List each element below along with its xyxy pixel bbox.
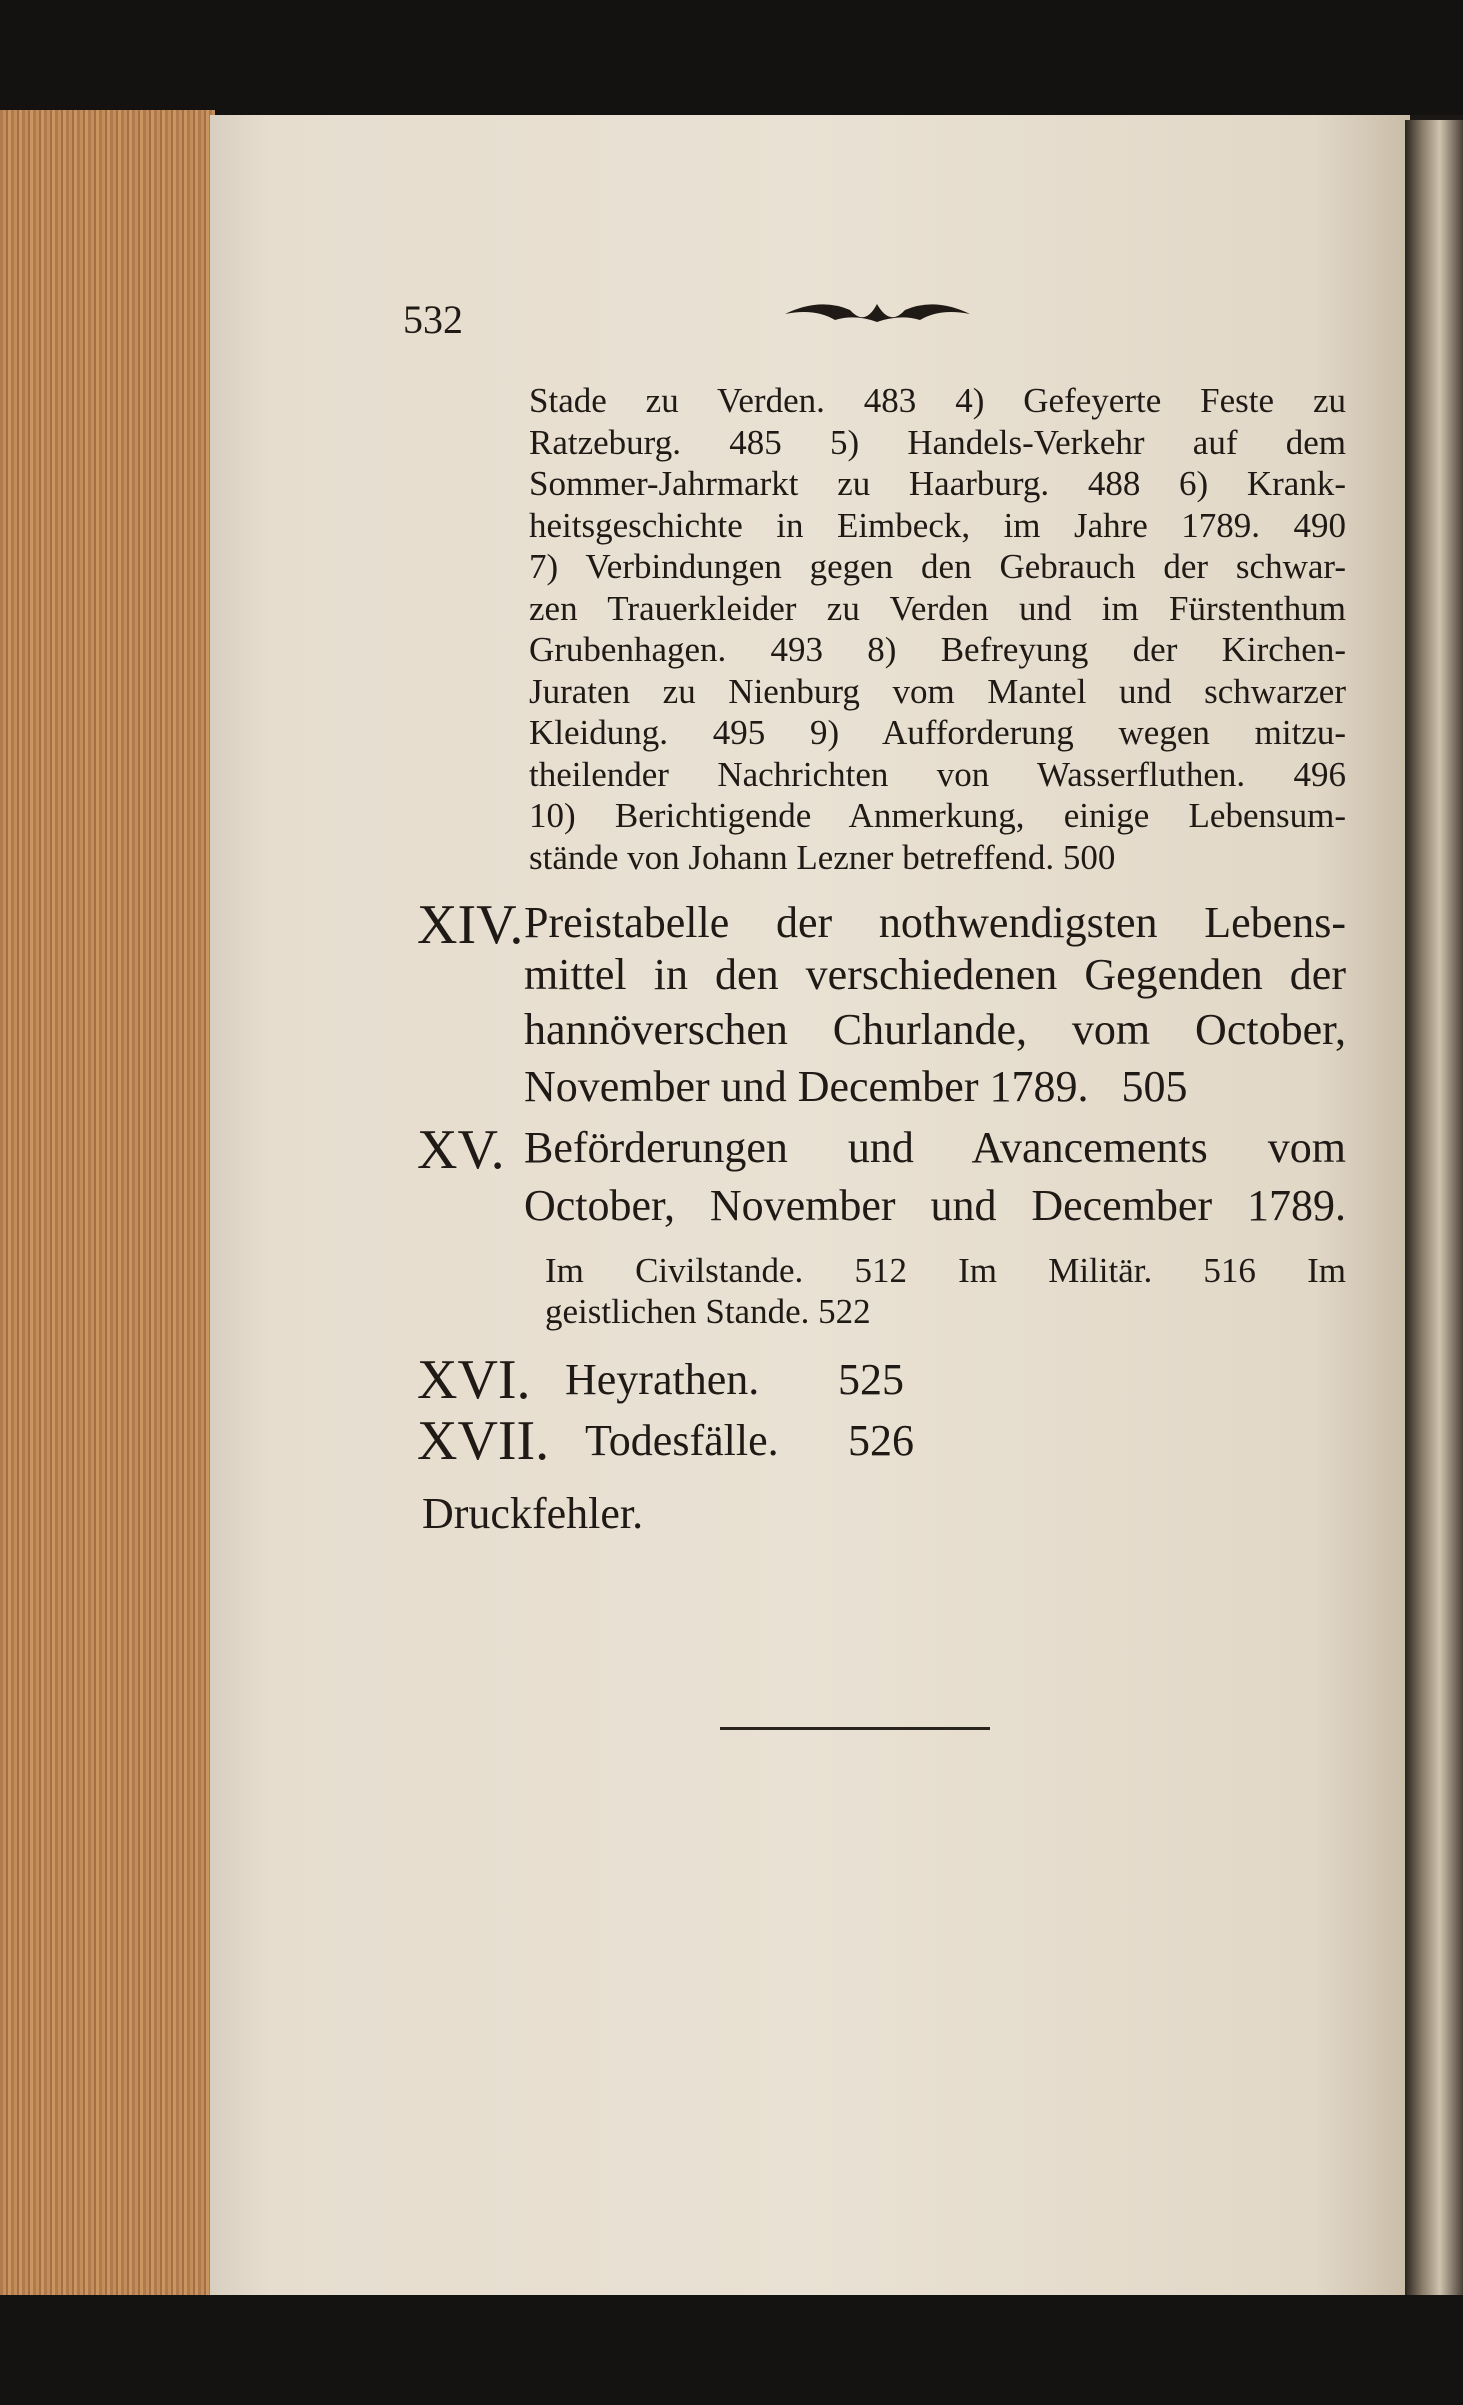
- body-line: Kleidung. 495 9) Aufforderung wegen mitzu-: [529, 713, 1346, 752]
- section-numeral: XV.: [417, 1119, 505, 1181]
- body-line: Ratzeburg. 485 5) Handels-Verkehr auf dem: [529, 423, 1346, 462]
- body-line: 10) Berichtigende Anmerkung, einige Lebensum-: [529, 796, 1346, 835]
- body-line: theilender Nachrichten von Wasserfluthen. 496: [529, 755, 1346, 794]
- page-number: 532: [403, 297, 463, 342]
- section-subline: geistlichen Stande. 522: [545, 1292, 871, 1331]
- section-line: Preistabelle der nothwendigsten Lebens-: [524, 898, 1346, 947]
- body-line: Sommer-Jahrmarkt zu Haarburg. 488 6) Krank-: [529, 464, 1346, 503]
- body-line: zen Trauerkleider zu Verden und im Fürstenthum: [529, 589, 1346, 628]
- scan-background-bottom: [0, 2295, 1463, 2405]
- end-rule: [720, 1727, 990, 1730]
- right-page-edge: [1405, 120, 1463, 2300]
- body-line: heitsgeschichte in Eimbeck, im Jahre 1789. 490: [529, 506, 1346, 545]
- body-line: Stade zu Verden. 483 4) Gefeyerte Feste zu: [529, 381, 1346, 420]
- section-numeral: XVII.: [417, 1410, 550, 1472]
- section-line: mittel in den verschiedenen Gegenden der: [524, 950, 1346, 999]
- section-page: 525: [838, 1355, 904, 1404]
- section-numeral: XVI.: [417, 1349, 531, 1411]
- section-line: Beförderungen und Avancements vom: [524, 1123, 1346, 1172]
- section-subline: Im Civilstande. 512 Im Militär. 516 Im: [545, 1251, 1346, 1290]
- section-line: November und December 1789. 505: [524, 1062, 1188, 1111]
- section-title: Heyrathen.: [565, 1355, 760, 1404]
- section-line: October, November und December 1789.: [524, 1181, 1346, 1230]
- page-edges: [0, 110, 215, 2300]
- body-line: stände von Johann Lezner betreffend. 500: [529, 838, 1116, 877]
- section-line: hannöverschen Churlande, vom October,: [524, 1005, 1346, 1054]
- errata-heading: Druckfehler.: [422, 1489, 644, 1538]
- section-title: Todesfälle.: [585, 1416, 779, 1465]
- section-page: 526: [848, 1416, 914, 1465]
- section-numeral: XIV.: [417, 894, 524, 956]
- body-line: 7) Verbindungen gegen den Gebrauch der schwar-: [529, 547, 1346, 586]
- body-line: Juraten zu Nienburg vom Mantel und schwarzer: [529, 672, 1346, 711]
- body-line: Grubenhagen. 493 8) Befreyung der Kirchen-: [529, 630, 1346, 669]
- scan-background-top: [0, 0, 1463, 115]
- ornament-icon: [780, 292, 975, 332]
